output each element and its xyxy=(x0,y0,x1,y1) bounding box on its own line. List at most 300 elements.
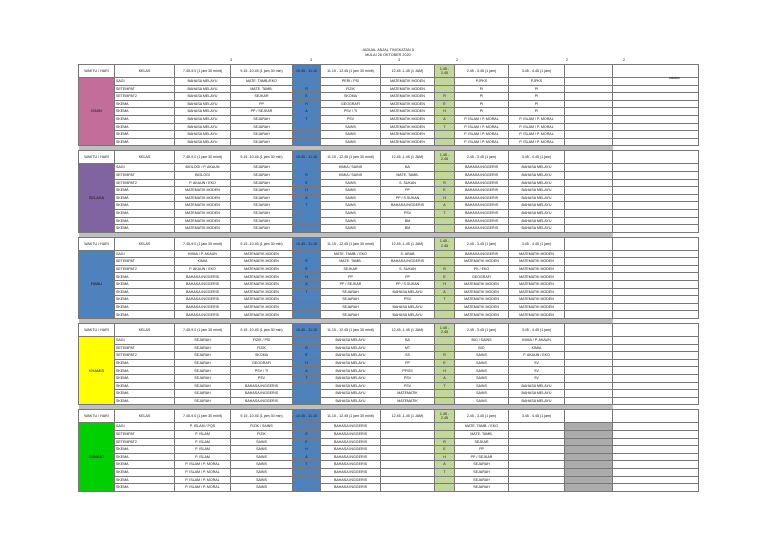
session-5-header: 2.45 - 3.45 (1 jam) xyxy=(455,151,509,164)
header-row xyxy=(79,237,699,250)
waktu-hari-header: WAKTU / HARI xyxy=(79,410,115,423)
subject-cell: PP xyxy=(231,100,293,108)
class-name: SKEMA xyxy=(115,273,175,281)
rehat-cell xyxy=(293,337,321,345)
notes-cell xyxy=(613,225,699,233)
class-row xyxy=(79,296,699,304)
subject-cell: MATEMATIK MODEN xyxy=(455,281,509,289)
subject-cell: BAHASA MELAYU xyxy=(509,209,565,217)
subject-cell: BAHASA INGGERIS xyxy=(455,164,509,172)
rehat2-cell: R xyxy=(435,179,455,187)
session-3-header: 11.15 - 12.45 (1 jam 30 minit) xyxy=(321,324,381,337)
rehat-cell: A xyxy=(293,453,321,461)
session-3-header: 11.15 - 12.45 (1 jam 30 minit) xyxy=(321,65,381,78)
subject-cell: MATEMATIK MODEN xyxy=(231,311,293,319)
rehat2-cell xyxy=(435,217,455,225)
subject-cell: SAINS xyxy=(455,359,509,367)
subject-cell: MATEMATIK MODEN xyxy=(231,296,293,304)
col-number: 2 xyxy=(623,58,625,62)
notes-cell xyxy=(613,164,699,172)
rehat2-cell: T xyxy=(435,382,455,390)
rehat-cell: A xyxy=(293,367,321,375)
subject-cell: BAHASA MELAYU xyxy=(509,390,565,398)
subject-cell xyxy=(509,484,565,492)
subject-cell: P. ISLAM / P. MORAL xyxy=(175,461,231,469)
rehat-cell: R xyxy=(293,344,321,352)
subject-cell: SEJARAH xyxy=(321,303,381,311)
rehat-cell: E xyxy=(293,93,321,101)
class-row xyxy=(79,217,699,225)
blank-cell xyxy=(565,187,613,195)
class-name: SKEMA xyxy=(115,194,175,202)
class-name: SAGI xyxy=(115,337,175,345)
subject-cell: PP xyxy=(381,187,435,195)
subject-cell: MATE. TAMB. xyxy=(381,171,435,179)
subject-cell: SEJARAH xyxy=(231,225,293,233)
subject-cell: MATEMATIK MODEN xyxy=(175,187,231,195)
subject-cell: BAHASA INGGERIS xyxy=(321,461,381,469)
blank-cell xyxy=(565,288,613,296)
session-2-header: 9.15 -10.45 (1 jam 30 min) xyxy=(231,65,293,78)
notes-cell xyxy=(613,382,699,390)
class-name: SKEMA xyxy=(115,202,175,210)
subject-cell: SEJARAH xyxy=(455,484,509,492)
session-5-header: 2.45 - 3.45 (1 jam) xyxy=(455,65,509,78)
subject-cell: FIZIK xyxy=(231,344,293,352)
blank-cell xyxy=(565,108,613,116)
subject-cell: P. ISLAM / P. MORAL xyxy=(455,115,509,123)
subject-cell: BAHASA MELAYU xyxy=(321,375,381,383)
blank-cell xyxy=(565,273,613,281)
session-3-header: 11.15 - 12.45 (1 jam 30 minit) xyxy=(321,151,381,164)
rehat2-cell: A xyxy=(435,461,455,469)
subject-cell xyxy=(381,453,435,461)
subject-cell: BAHASA MELAYU xyxy=(381,288,435,296)
subject-cell: GEOGRAFI xyxy=(321,100,381,108)
kelas-header: KELAS xyxy=(115,65,175,78)
subject-cell: SAINS xyxy=(455,382,509,390)
class-name: SKEMA xyxy=(115,461,175,469)
rehat2-cell: T xyxy=(435,123,455,131)
subject-cell: SEJARAH xyxy=(231,138,293,146)
blank-cell xyxy=(565,410,613,423)
notes-cell xyxy=(613,202,699,210)
subject-cell: BA xyxy=(381,164,435,172)
notes-cell xyxy=(613,93,699,101)
subject-cell: P. ISLAM xyxy=(175,453,231,461)
rehat2-cell xyxy=(435,131,455,139)
subject-cell: MATEMATIK MODEN xyxy=(381,108,435,116)
subject-cell: PP/SS xyxy=(381,367,435,375)
subject-cell: BAHASA MELAYU xyxy=(175,108,231,116)
rehat2-cell: E xyxy=(435,100,455,108)
waktu-hari-header: WAKTU / HARI xyxy=(79,237,115,250)
blank-cell xyxy=(565,179,613,187)
blank-cell xyxy=(565,151,613,164)
subject-cell: PP xyxy=(321,273,381,281)
kelas-header: KELAS xyxy=(115,237,175,250)
subject-cell: SAINS xyxy=(321,225,381,233)
subject-cell xyxy=(509,423,565,431)
notes-cell xyxy=(613,123,699,131)
rehat-cell: R xyxy=(293,430,321,438)
subject-cell xyxy=(381,446,435,454)
rehat2-cell: E xyxy=(435,273,455,281)
subject-cell: BAHASA INGGERIS xyxy=(175,273,231,281)
notes-cell xyxy=(613,115,699,123)
subject-cell: SEJARAH xyxy=(455,468,509,476)
notes-cell xyxy=(613,250,699,258)
subject-cell: SAINS xyxy=(231,438,293,446)
subject-cell: BAHASA INGGERIS xyxy=(231,397,293,405)
subject-cell: BAHASA INGGERIS xyxy=(455,225,509,233)
rehat2-cell xyxy=(435,138,455,146)
subject-cell xyxy=(381,438,435,446)
class-row xyxy=(79,438,699,446)
rehat2-cell xyxy=(435,484,455,492)
subject-cell: SKOMA xyxy=(231,352,293,360)
subject-cell: BAHASA MELAYU xyxy=(175,131,231,139)
blank-cell xyxy=(565,311,613,319)
subject-cell: BIOLOGI / P. AKAUN xyxy=(175,164,231,172)
blank-cell xyxy=(565,352,613,360)
subject-cell: MATEMATIK MODEN xyxy=(381,100,435,108)
subject-cell: MATEMATIK MODEN xyxy=(509,273,565,281)
subject-cell: BM xyxy=(381,225,435,233)
subject-cell: PSV / TI xyxy=(231,367,293,375)
class-row xyxy=(79,225,699,233)
class-name: SETEMPAT xyxy=(115,171,175,179)
rehat-cell: E xyxy=(293,179,321,187)
subject-cell: PI xyxy=(509,93,565,101)
blank-cell xyxy=(565,438,613,446)
notes-column xyxy=(613,324,699,337)
rehat2-cell xyxy=(435,390,455,398)
blank-cell xyxy=(565,85,613,93)
subject-cell: SAINS xyxy=(231,484,293,492)
class-name: SKEMA xyxy=(115,209,175,217)
subject-cell: PERI / PSI xyxy=(321,78,381,86)
subject-cell: MATEMATIK MODEN xyxy=(231,250,293,258)
subject-cell: MATEMATIK MODEN xyxy=(231,303,293,311)
blank-cell xyxy=(565,93,613,101)
subject-cell xyxy=(381,423,435,431)
blank-cell xyxy=(565,397,613,405)
subject-cell: SAINS xyxy=(321,179,381,187)
class-row xyxy=(79,484,699,492)
day-label-rabu: RABU xyxy=(79,250,115,318)
blank-cell xyxy=(565,344,613,352)
subject-cell: S. SUKAN xyxy=(381,179,435,187)
subject-cell xyxy=(381,461,435,469)
class-name: SKEMA xyxy=(115,217,175,225)
subject-cell: SAINS xyxy=(321,187,381,195)
subject-cell: SEJARAH xyxy=(231,123,293,131)
notes-cell xyxy=(613,209,699,217)
blank-cell xyxy=(565,359,613,367)
rehat-cell xyxy=(293,390,321,398)
header-row xyxy=(79,410,699,423)
subject-cell: PJPKS xyxy=(455,78,509,86)
rehat-cell xyxy=(293,382,321,390)
class-row xyxy=(79,164,699,172)
subject-cell: BAHASA MELAYU xyxy=(175,93,231,101)
subject-cell: MATEMATIK MODEN xyxy=(175,217,231,225)
class-name: SKEMA xyxy=(115,375,175,383)
rehat-cell: A xyxy=(293,194,321,202)
rehat2-cell: T xyxy=(435,468,455,476)
rehat2-cell xyxy=(435,430,455,438)
class-name: SAGI xyxy=(115,423,175,431)
subject-cell: SEJKAR xyxy=(231,93,293,101)
rehat2-cell: A xyxy=(435,115,455,123)
blank-cell xyxy=(565,123,613,131)
subject-cell: SAINS xyxy=(321,209,381,217)
rehat-cell: T xyxy=(293,288,321,296)
blank-cell xyxy=(565,484,613,492)
class-row xyxy=(79,359,699,367)
rehat2-cell: H xyxy=(435,281,455,289)
subject-cell: BIO / SAINS xyxy=(455,337,509,345)
subject-cell xyxy=(509,476,565,484)
rehat2-header: 1.45 - 2.45 xyxy=(435,65,455,78)
subject-cell: BAHASA INGGERIS xyxy=(321,423,381,431)
subject-cell: BAHASA INGGERIS xyxy=(381,258,435,266)
class-name: SETEMPAT2 xyxy=(115,93,175,101)
notes-cell xyxy=(613,296,699,304)
subject-cell: MATEMATIK MODEN xyxy=(381,123,435,131)
class-row xyxy=(79,258,699,266)
subject-cell: BAHASA INGGERIS xyxy=(175,296,231,304)
rehat-header: 10.45 - 11.15 xyxy=(293,410,321,423)
subject-cell: KIMIA xyxy=(509,344,565,352)
subject-cell: MATEMATIK MODEN xyxy=(381,93,435,101)
rehat-cell: R xyxy=(293,85,321,93)
subject-cell: BM xyxy=(381,217,435,225)
notes-cell xyxy=(613,337,699,345)
subject-cell: SEJARAH xyxy=(455,461,509,469)
rehat-cell: R xyxy=(293,258,321,266)
class-row xyxy=(79,209,699,217)
notes-cell xyxy=(613,265,699,273)
subject-cell: PI xyxy=(455,93,509,101)
rehat2-cell xyxy=(435,344,455,352)
subject-cell: SEJARAH xyxy=(231,209,293,217)
subject-cell: SEJARAH xyxy=(175,390,231,398)
blank-cell xyxy=(565,171,613,179)
class-name: SKEMA xyxy=(115,115,175,123)
subject-cell: SAINS xyxy=(231,461,293,469)
header-row xyxy=(79,151,699,164)
class-name: SETEMPAT xyxy=(115,85,175,93)
subject-cell xyxy=(509,438,565,446)
class-row xyxy=(79,367,699,375)
blank-cell xyxy=(565,78,613,86)
subject-cell: BAHASA MELAYU xyxy=(381,311,435,319)
rehat2-cell xyxy=(435,311,455,319)
subject-cell: PP xyxy=(381,273,435,281)
subject-cell: S. ARAB xyxy=(381,250,435,258)
subject-cell: SAINS xyxy=(455,367,509,375)
rehat-cell: H xyxy=(293,359,321,367)
subject-cell: SEJARAH xyxy=(321,296,381,304)
session-4-header: 12.45 -1.45 (1 JAM) xyxy=(381,324,435,337)
subject-cell: SAINS xyxy=(455,390,509,398)
subject-cell: PSV xyxy=(381,209,435,217)
subject-cell: SV xyxy=(509,359,565,367)
blank-cell xyxy=(565,65,613,78)
rehat-cell: T xyxy=(293,202,321,210)
class-row xyxy=(79,382,699,390)
subject-cell: BAHASA MELAYU xyxy=(509,171,565,179)
day-label-jumaat: JUMAAT xyxy=(79,423,115,491)
notes-column xyxy=(613,151,699,164)
subject-cell: MATEMATIK MODEN xyxy=(455,288,509,296)
subject-cell: P. ISLAM / P. MORAL xyxy=(509,123,565,131)
notes-cell xyxy=(613,281,699,289)
notes-cell xyxy=(613,446,699,454)
notes-cell xyxy=(613,108,699,116)
class-row xyxy=(79,430,699,438)
rehat-header: 10.45 - 11.15 xyxy=(293,65,321,78)
subject-cell: SAINS xyxy=(231,468,293,476)
session-5-header: 2.45 - 3.45 (1 jam) xyxy=(455,410,509,423)
class-name: SKEMA xyxy=(115,131,175,139)
notes-cell xyxy=(613,461,699,469)
subject-cell: SEJARAH xyxy=(231,131,293,139)
subject-cell: BAHASA INGGERIS xyxy=(455,202,509,210)
subject-cell: BIO xyxy=(455,344,509,352)
subject-cell: SS xyxy=(381,352,435,360)
rehat-header: 10.45 - 11.15 xyxy=(293,151,321,164)
subject-cell: BAHASA MELAYU xyxy=(175,115,231,123)
subject-cell: MATEMATIK MODEN xyxy=(175,194,231,202)
class-name: SAGI xyxy=(115,78,175,86)
blank-cell xyxy=(565,423,613,431)
subject-cell: P. ISLAM / P. MORAL xyxy=(509,138,565,146)
rehat2-cell: T xyxy=(435,209,455,217)
header-row xyxy=(79,65,699,78)
rehat2-cell: A xyxy=(435,288,455,296)
class-row xyxy=(79,138,699,146)
blank-cell xyxy=(565,131,613,139)
rehat-cell xyxy=(293,225,321,233)
rehat2-cell: H xyxy=(435,453,455,461)
subject-cell: PP xyxy=(381,359,435,367)
blank-cell xyxy=(565,202,613,210)
subject-cell: BAHASA MELAYU xyxy=(175,138,231,146)
col-number: 2 xyxy=(566,58,568,62)
col-number: 3 xyxy=(310,58,312,62)
subject-cell: MATEMATIK MODEN xyxy=(509,265,565,273)
notes-cell xyxy=(613,138,699,146)
subject-cell: SAINS xyxy=(321,202,381,210)
subject-cell xyxy=(381,484,435,492)
blank-cell xyxy=(565,209,613,217)
subject-cell: MATEMATIK MODEN xyxy=(381,115,435,123)
subject-cell: GEOGRAFI xyxy=(455,273,509,281)
class-name: SKEMA xyxy=(115,367,175,375)
header-row xyxy=(79,324,699,337)
subject-cell: MATEMATIK MODEN xyxy=(509,250,565,258)
subject-cell: SEJARAH xyxy=(175,382,231,390)
subject-cell: MATEMATIK MODEN xyxy=(381,85,435,93)
subject-cell: SEJARAH xyxy=(231,187,293,195)
subject-cell: FIZIK / PSI xyxy=(231,337,293,345)
notes-cell xyxy=(613,352,699,360)
subject-cell: SEJARAH xyxy=(455,476,509,484)
rehat-cell xyxy=(293,209,321,217)
blank-cell xyxy=(565,265,613,273)
notes-cell xyxy=(613,397,699,405)
subject-cell: MATEMATIK MODEN xyxy=(455,311,509,319)
subject-cell: KIMIA / P. AKAUN xyxy=(509,337,565,345)
blank-cell xyxy=(565,382,613,390)
rehat-cell xyxy=(293,311,321,319)
subject-cell: SEJARAH xyxy=(321,288,381,296)
subject-cell: SEJARAH xyxy=(321,311,381,319)
subject-cell: BAHASA MELAYU xyxy=(509,164,565,172)
subject-cell: SV xyxy=(509,367,565,375)
subject-cell: MATE. TAMB. xyxy=(455,430,509,438)
subject-cell: SAINS xyxy=(321,194,381,202)
subject-cell: MATEMATIK MODEN xyxy=(509,296,565,304)
subject-cell: PSV xyxy=(381,375,435,383)
subject-cell: P. ISLAM xyxy=(175,430,231,438)
session-6-header: 3.45 - 4.45 (1 jam) xyxy=(509,151,565,164)
rehat-header: 10.45 - 11.15 xyxy=(293,324,321,337)
subject-cell: BAHASA INGGERIS xyxy=(455,194,509,202)
subject-cell: MATEMATIK MODEN xyxy=(175,209,231,217)
blank-cell xyxy=(565,476,613,484)
session-3-header: 11.15 - 12.45 (1 jam 30 minit) xyxy=(321,237,381,250)
subject-cell: KIMIA / SAINS xyxy=(321,164,381,172)
class-row xyxy=(79,265,699,273)
subject-cell: FIZIK xyxy=(231,430,293,438)
subject-cell: P. AKAUN / EKO xyxy=(175,179,231,187)
subject-cell: BIOLOGI xyxy=(175,171,231,179)
notes-cell xyxy=(613,438,699,446)
subject-cell: SEJARAH xyxy=(175,367,231,375)
rehat-cell: T xyxy=(293,115,321,123)
subject-cell: BAHASA INGGERIS xyxy=(455,250,509,258)
session-3-header: 11.15 - 12.45 (1 jam 30 minit) xyxy=(321,410,381,423)
rehat2-cell xyxy=(435,85,455,93)
col-number: 3 xyxy=(230,58,232,62)
subject-cell: MATEMATIK xyxy=(381,397,435,405)
notes-cell xyxy=(613,390,699,398)
rehat2-header: 1.45 - 2.45 xyxy=(435,324,455,337)
subject-cell: MATEMATIK MODEN xyxy=(231,258,293,266)
subject-cell: BAHASA MELAYU xyxy=(509,202,565,210)
subject-cell xyxy=(509,453,565,461)
subject-cell: SAINS xyxy=(231,476,293,484)
class-name: SKEMA xyxy=(115,484,175,492)
subject-cell: SV xyxy=(509,375,565,383)
subject-cell: PI xyxy=(455,85,509,93)
notes-cell xyxy=(613,359,699,367)
subject-cell: MATEMATIK MODEN xyxy=(381,131,435,139)
rehat2-cell: H xyxy=(435,108,455,116)
blank-cell xyxy=(565,281,613,289)
notes-cell xyxy=(613,217,699,225)
subject-cell: BAHASA MELAYU xyxy=(381,303,435,311)
subject-cell: KIMIA / P. AKAUN xyxy=(175,250,231,258)
class-name: SKEMA xyxy=(115,187,175,195)
subject-cell xyxy=(381,430,435,438)
subject-cell: MATEMATIK MODEN xyxy=(509,288,565,296)
subject-cell: BAHASA INGGERIS xyxy=(175,303,231,311)
